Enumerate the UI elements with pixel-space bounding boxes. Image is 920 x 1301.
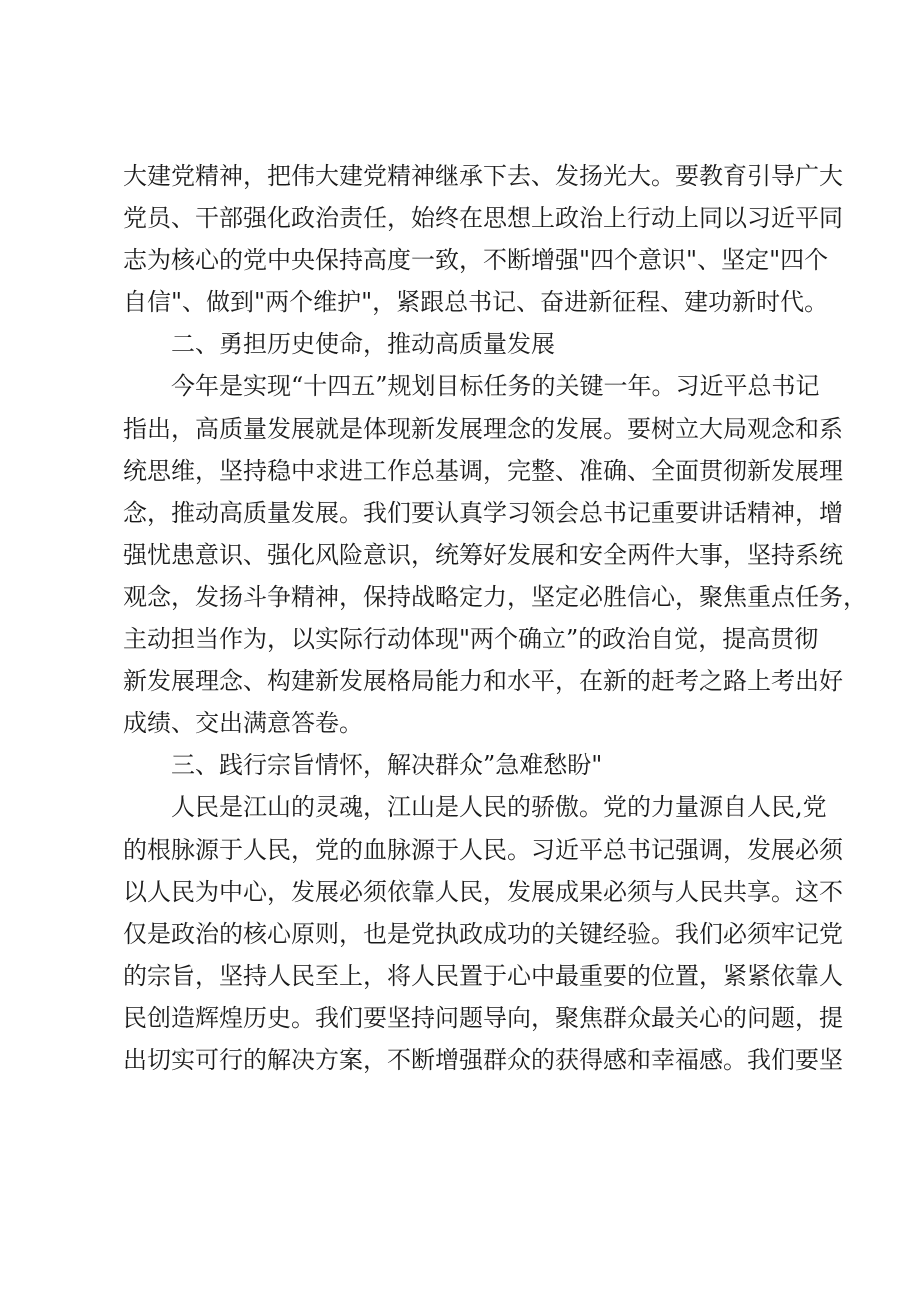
document-body [123, 155, 867, 1081]
paragraph-line: 念，推动高质量发展。我们要认真学习领会总书记重要讲话精神，增 [123, 498, 843, 527]
paragraph-line: 今年是实现“十四五”规划目标任务的关键一年。习近平总书记 [171, 372, 820, 401]
paragraph-line: 大建党精神，把伟大建党精神继承下去、发扬光大。要教育引导广大 [123, 162, 843, 190]
paragraph-line: 观念，发扬斗争精神，保持战略定力，坚定必胜信心，聚焦重点任务， [123, 582, 867, 611]
paragraph-line: 以人民为中心，发展必须依靠人民，发展成果必须与人民共享。这不 [123, 877, 843, 906]
section-heading-3: 三、践行宗旨情怀，解决群众”急难愁盼" [171, 751, 603, 780]
paragraph-line: 仅是政治的核心原则，也是党执政成功的关键经验。我们必须牢记党 [123, 919, 843, 948]
paragraph-line: 主动担当作为，以实际行动体现"两个确立”的政治自觉，提高贯彻 [123, 625, 819, 654]
paragraph-line: 统思维，坚持稳中求进工作总基调，完整、准确、全面贯彻新发展理 [123, 456, 843, 485]
paragraph-line: 出切实可行的解决方案，不断增强群众的获得感和幸福感。我们要坚 [123, 1045, 843, 1074]
paragraph-line: 党员、干部强化政治责任，始终在思想上政治上行动上同以习近平同 [123, 204, 843, 233]
paragraph-line: 成绩、交出满意答卷。 [123, 709, 363, 738]
paragraph-line: 强忧患意识、强化风险意识，统筹好发展和安全两件大事，坚持系统 [123, 540, 843, 569]
paragraph-line: 的宗旨，坚持人民至上，将人民置于心中最重要的位置，紧紧依靠人 [123, 961, 843, 990]
paragraph-line: 人民是江山的灵魂，江山是人民的骄傲。党的力量源自人民,党 [171, 793, 827, 822]
paragraph-line: 志为核心的党中央保持高度一致，不断增强"四个意识"、坚定"四个 [123, 246, 829, 275]
paragraph-line: 自信"、做到"两个维护"，紧跟总书记、奋进新征程、建功新时代。 [123, 288, 829, 317]
paragraph-line: 的根脉源于人民，党的血脉源于人民。习近平总书记强调，发展必须 [123, 835, 843, 864]
paragraph-line: 新发展理念、构建新发展格局能力和水平，在新的赶考之路上考出好 [123, 667, 843, 696]
section-heading-2: 二、勇担历史使命，推动高质量发展 [171, 330, 555, 359]
paragraph-line: 指出，高质量发展就是体现新发展理念的发展。要树立大局观念和系 [123, 414, 843, 443]
paragraph-line: 民创造辉煌历史。我们要坚持问题导向，聚焦群众最关心的问题，提 [123, 1003, 843, 1032]
